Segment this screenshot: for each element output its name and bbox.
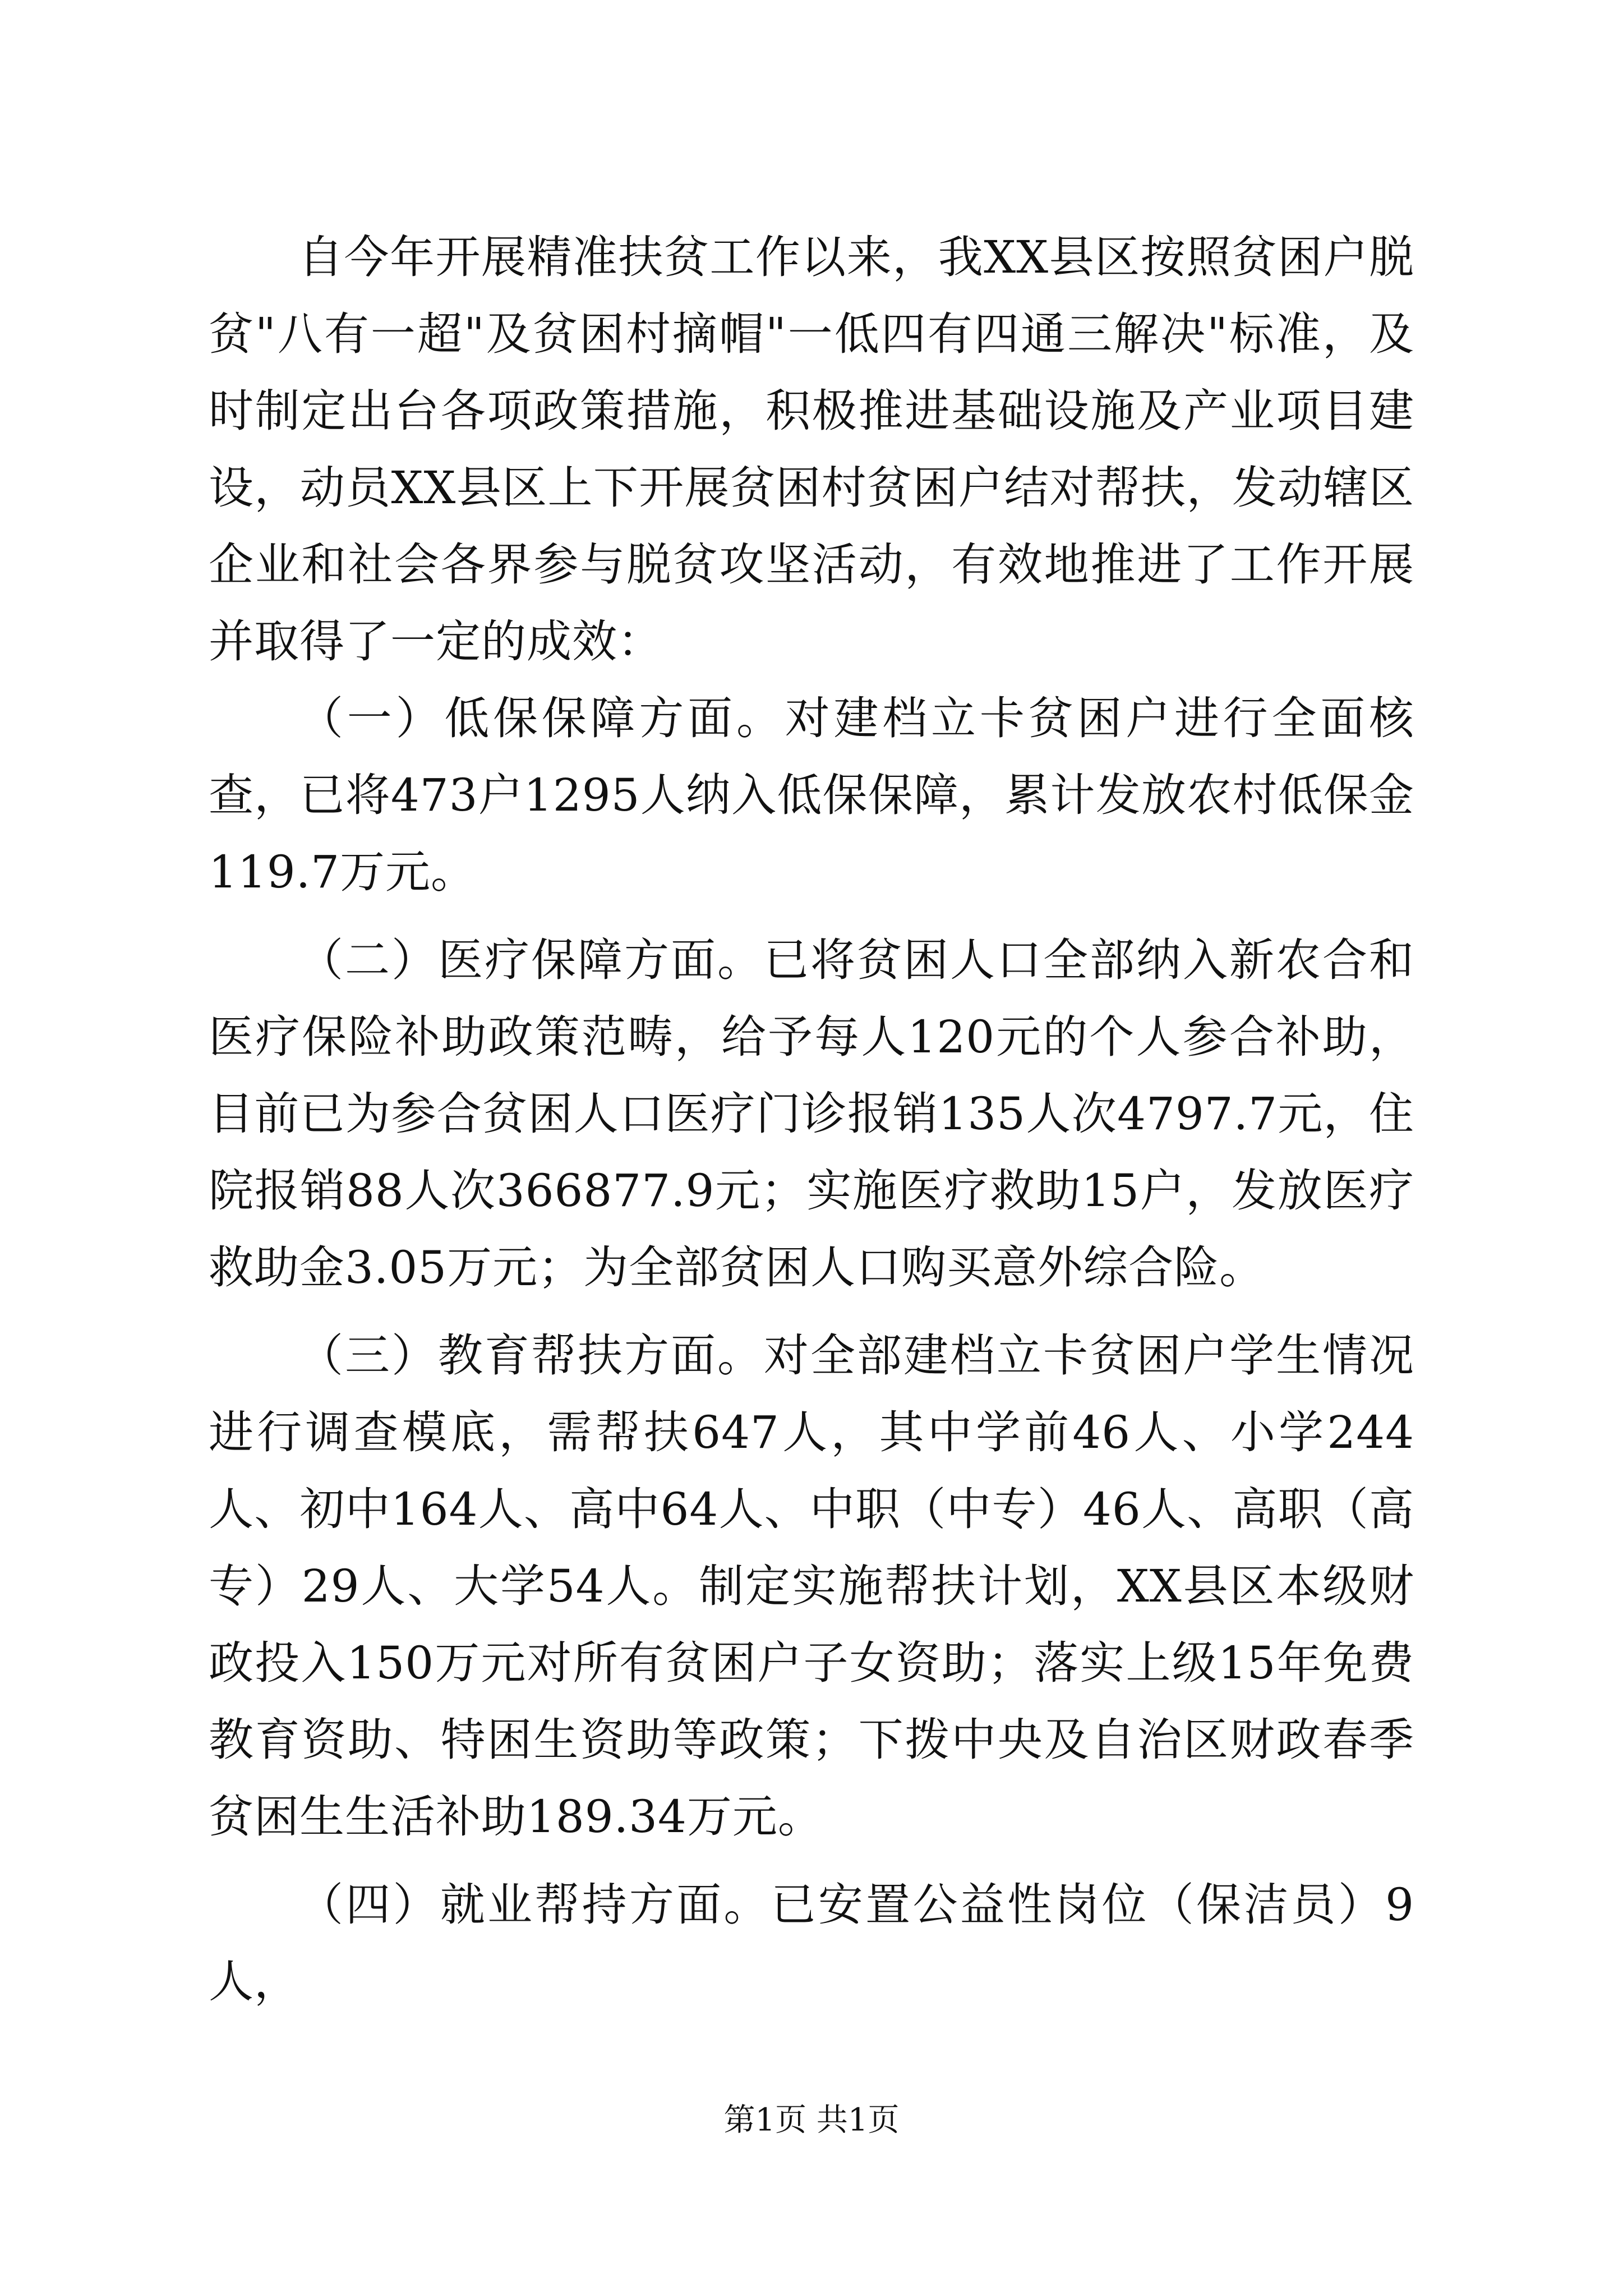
page-footer: 第1页 共1页	[723, 2102, 900, 2138]
paragraph-education-assistance: （三）教育帮扶方面。对全部建档立卡贫困户学生情况进行调查模底，需帮扶647人，其中学前46人、小学244人、初中164人、高中64人、中职（中专）46人、高职（高专）29人、大学54人。制定实施帮扶计划，XX县区本级财政投入150万元对所有贫困户子女资助；落实上级15年免费教育资助、特困生资助等政策；下拨中央及自治区财政春季贫困生生活补助189.34万元。	[209, 1329, 1414, 1843]
paragraph-medical-security: （二）医疗保障方面。已将贫困人口全部纳入新农合和医疗保险补助政策范畴，给予每人120元的个人参合补助，目前已为参合贫困人口医疗门诊报销135人次4797.7元，住院报销88人次366877.9元；实施医疗救助15户，发放医疗救助金3.05万元；为全部贫困人口购买意外综合险。	[209, 934, 1414, 1294]
paragraph-low-income-security: （一）低保保障方面。对建档立卡贫困户进行全面核查，已将473户1295人纳入低保保障，累计发放农村低保金119.7万元。	[209, 692, 1414, 898]
paragraph-employment-assistance: （四）就业帮持方面。已安置公益性岗位（保洁员）9人，	[209, 1879, 1414, 2008]
paragraph-intro: 自今年开展精准扶贫工作以来，我XX县区按照贫困户脱贫"八有一超"及贫困村摘帽"一低四有四通三解决"标准，及时制定出台各项政策措施，积极推进基础设施及产业项目建设，动员XX县区上下开展贫困村贫困户结对帮扶，发动辖区企业和社会各界参与脱贫攻坚活动，有效地推进了工作开展并取得了一定的成效：	[209, 231, 1414, 668]
document-body	[209, 219, 1414, 2020]
